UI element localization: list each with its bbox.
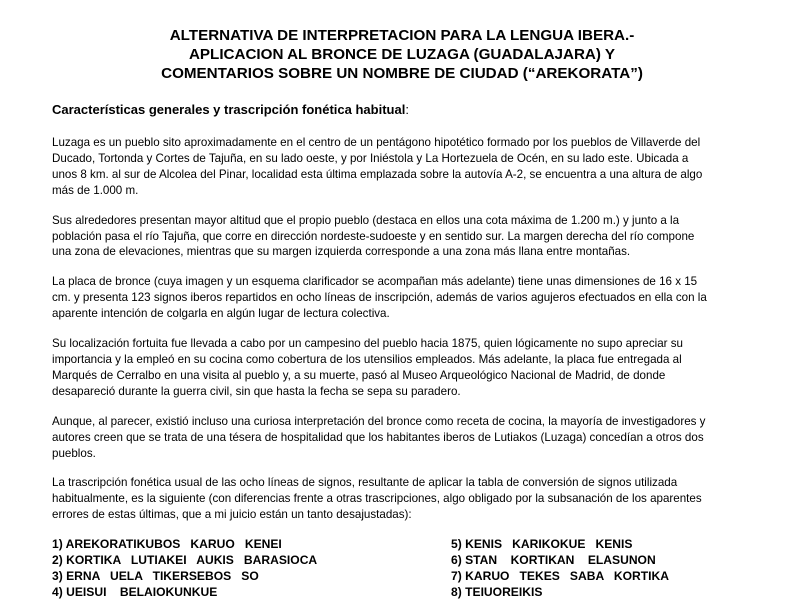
- sign-line: 4) UEISUI BELAIOKUNKUE: [52, 584, 218, 599]
- section-heading: [52, 102, 752, 117]
- sign-transcription-list: [52, 537, 752, 601]
- paragraph-line: Aunque, al parecer, existió incluso una curiosa interpretación del bronce como receta de cocina, la mayoría de investigadores y: [52, 414, 706, 428]
- sign-line: 8) TEIUOREIKIS: [451, 584, 543, 599]
- sign-line: 1) AREKORATIKUBOS KARUO KENEI: [52, 537, 282, 552]
- sign-line: 3) ERNA UELA TIKERSEBOS SO: [52, 568, 259, 583]
- paragraph-interpretation: [52, 414, 754, 462]
- section-heading-colon: :: [405, 102, 409, 117]
- paragraph-line: errores de estas últimas, que a mi juicio están un tanto desajustadas):: [52, 508, 412, 522]
- paragraph-line: Su localización fortuita fue llevada a cabo por un campesino del pueblo hacia 1875, quien lógicamente no supo apreciar su: [52, 337, 683, 351]
- paragraph-line: aparente intención de colgarla en algún lugar de lectura colectiva.: [52, 307, 390, 321]
- document-page: [52, 26, 752, 601]
- title-line: APLICACION AL BRONCE DE LUZAGA (GUADALAJARA) Y: [188, 46, 616, 63]
- paragraph-line: población pasa el río Tajuña, que corre en dirección nordeste-sudoeste y en sentido sur. La margen derecha del río compone: [52, 229, 695, 243]
- sign-line: 6) STAN KORTIKAN ELASUNON: [451, 553, 656, 568]
- sign-column-left: [52, 537, 317, 601]
- paragraph-line: La placa de bronce (cuya imagen y un esquema clarificador se acompañan más adelante) tiene unas dimensiones de 16 x 15: [52, 275, 698, 289]
- paragraph-line: unos 8 km. al sur de Alcolea del Pinar, localidad esta última emplazada sobre la autovía A-2, se encuentra a una altura de algo: [52, 167, 703, 181]
- title-line: COMENTARIOS SOBRE UN NOMBRE DE CIUDAD (“AREKORATA”): [161, 65, 643, 82]
- paragraph-transcription-intro: [52, 475, 754, 523]
- paragraph-surroundings: [52, 213, 754, 261]
- paragraph-line: Luzaga es un pueblo sito aproximadamente en el centro de un pentágono hipotético formado por los pueblos de Villaverde del: [52, 136, 701, 149]
- title-line: ALTERNATIVA DE INTERPRETACION PARA LA LENGUA IBERA.-: [169, 27, 635, 44]
- paragraph-line: Marqués de Cerralbo en una visita al pueblo y, a su muerte, pasó al Museo Arqueológico Nacional de Madrid, de donde: [52, 368, 666, 382]
- paragraph-location: [52, 135, 754, 199]
- paragraph-line: pueblos.: [52, 446, 96, 460]
- section-heading-text: Características generales y trascripción fonética habitual: [52, 102, 406, 117]
- paragraph-line: La trascripción fonética usual de las ocho líneas de signos, resultante de aplicar la tabla de conversión de signos utilizada: [52, 476, 678, 490]
- paragraph-line: Sus alrededores presentan mayor altitud que el propio pueblo (destaca en ellos una cota máxima de 1.200 m.) y junto a la: [52, 213, 680, 227]
- paragraph-line: desapareció durante la guerra civil, sin que hasta la fecha se sepa su paradero.: [52, 384, 461, 398]
- sign-column-right: [451, 537, 669, 601]
- paragraph-line: importancia y la empleó en su cocina como cobertura de los utensilios empleados. Más adelante, la placa fue entregada al: [52, 352, 682, 366]
- document-title: [52, 26, 752, 83]
- sign-line: 7) KARUO TEKES SABA KORTIKA: [451, 568, 669, 583]
- paragraph-line: habitualmente, es la siguiente (con diferencias frente a otras trascripciones, algo obligado por la subsanación de los aparentes: [52, 492, 702, 506]
- paragraph-line: cm. y presenta 123 signos iberos repartidos en ocho líneas de inscripción, además de varios agujeros efectuados en ella con la: [52, 291, 707, 305]
- paragraph-discovery: [52, 336, 754, 400]
- sign-line: 2) KORTIKA LUTIAKEI AUKIS BARASIOCA: [52, 553, 318, 568]
- paragraph-line: una zona de elevaciones, mientras que su margen izquierda corresponde a una zona más llana entre montañas.: [52, 245, 631, 259]
- paragraph-line: Ducado, Tortonda y Cortes de Tajuña, en su lado oeste, y por Iniéstola y La Hortezuela de Océn, en su lado este. Ubicada a: [52, 151, 689, 165]
- paragraph-line: más de 1.000 m.: [52, 183, 139, 197]
- sign-line: 5) KENIS KARIKOKUE KENIS: [451, 537, 633, 552]
- paragraph-line: autores creen que se trata de una tésera de hospitalidad que los habitantes iberos de Lutiakos (Luzaga) concedían a otros dos: [52, 430, 704, 444]
- paragraph-bronze-plate: [52, 274, 754, 322]
